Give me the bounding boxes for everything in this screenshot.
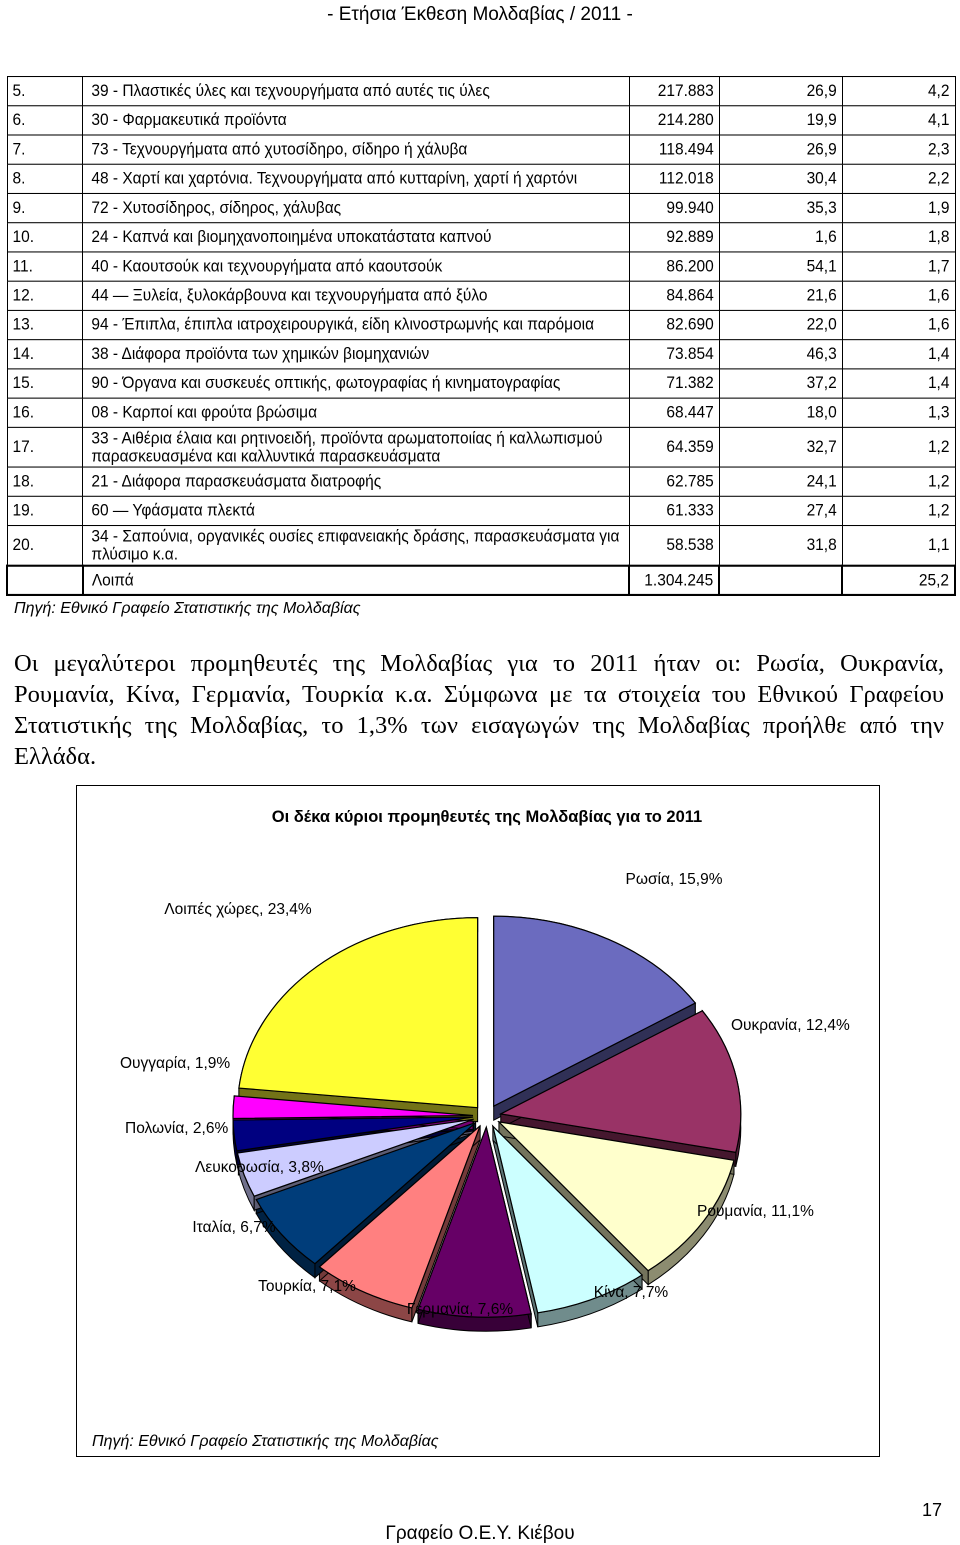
chart-title: Οι δέκα κύριοι προμηθευτές της Μολδαβίας για το 2011 — [271, 808, 703, 826]
pie-label: Τουρκία, 7,1% — [258, 1278, 356, 1295]
row-change: 30,4 — [719, 164, 842, 193]
row-share: 1,7 — [842, 252, 955, 281]
row-description: 33 - Αιθέρια έλαια και ρητινοειδή, προϊόντα αρωματοποιίας ή καλλωπισμού παρασκευασμένα και καλλυντικά παρασκευάσματα — [83, 427, 629, 467]
row-description: 48 - Χαρτί και χαρτόνια. Τεχνουργήματα από κυτταρίνη, χαρτί ή χαρτόνι — [83, 164, 629, 193]
table-row — [7, 340, 955, 369]
row-change: 37,2 — [719, 369, 842, 398]
row-number: 10. — [7, 223, 83, 252]
pie-label: Ρουμανία, 11,1% — [697, 1203, 814, 1220]
row-description: 60 — Υφάσματα πλεκτά — [83, 496, 629, 525]
pie-label: Ρωσία, 15,9% — [625, 871, 723, 888]
row-change: 1,6 — [719, 223, 842, 252]
row-share: 1,9 — [842, 193, 955, 222]
row-description: 34 - Σαπούνια, οργανικές ουσίες επιφανειακής δράσης, παρασκευάσματα για πλύσιμο κ.α. — [83, 526, 629, 566]
pie-chart — [77, 786, 881, 1458]
row-share: 1,1 — [842, 526, 955, 566]
row-share: 1,2 — [842, 427, 955, 467]
row-share: 1,3 — [842, 398, 955, 427]
row-description: 24 - Καπνά και βιομηχανοποιημένα υποκατάστατα καπνού — [83, 223, 629, 252]
table-row — [7, 427, 955, 467]
row-description: 39 - Πλαστικές ύλες και τεχνουργήματα από αυτές τις ύλες — [83, 77, 629, 106]
table-row — [7, 193, 955, 222]
row-change: 35,3 — [719, 193, 842, 222]
row-description: 30 - Φαρμακευτικά προϊόντα — [83, 106, 629, 135]
row-value: 86.200 — [629, 252, 719, 281]
pie-slice-Λοιπές χώρες — [239, 918, 478, 1108]
row-number: 7. — [7, 135, 83, 164]
page-number: 17 — [922, 1500, 943, 1520]
row-change: 26,9 — [719, 77, 842, 106]
row-share: 1,4 — [842, 340, 955, 369]
row-number: 11. — [7, 252, 83, 281]
table-row — [7, 77, 955, 106]
row-number: 13. — [7, 310, 83, 339]
table-row — [7, 106, 955, 135]
row-change: 31,8 — [719, 526, 842, 566]
row-value: 58.538 — [629, 526, 719, 566]
table-row — [7, 310, 955, 339]
row-value: 112.018 — [629, 164, 719, 193]
row-value: 73.854 — [629, 340, 719, 369]
row-share: 4,1 — [842, 106, 955, 135]
row-number: 8. — [7, 164, 83, 193]
total-share: 25,2 — [842, 566, 955, 595]
row-value: 68.447 — [629, 398, 719, 427]
row-value: 84.864 — [629, 281, 719, 310]
row-value: 99.940 — [629, 193, 719, 222]
row-share: 1,2 — [842, 467, 955, 496]
page-footer: Γραφείο Ο.Ε.Υ. Κιέβου — [385, 1523, 575, 1544]
page-header: - Ετήσια Έκθεση Μολδαβίας / 2011 - — [327, 4, 633, 25]
row-change: 19,9 — [719, 106, 842, 135]
row-number: 16. — [7, 398, 83, 427]
total-description: Λοιπά — [83, 566, 629, 595]
row-value: 62.785 — [629, 467, 719, 496]
pie-label: Γερμανία, 7,6% — [406, 1301, 514, 1318]
table-row — [7, 398, 955, 427]
row-share: 1,8 — [842, 223, 955, 252]
table-row — [7, 223, 955, 252]
row-number: 17. — [7, 427, 83, 467]
pie-label: Λευκορωσία, 3,8% — [195, 1159, 324, 1176]
row-number: 20. — [7, 526, 83, 566]
row-change: 18,0 — [719, 398, 842, 427]
row-share: 4,2 — [842, 77, 955, 106]
row-number: 19. — [7, 496, 83, 525]
row-description: 38 - Διάφορα προϊόντα των χημικών βιομηχανιών — [83, 340, 629, 369]
row-share: 1,6 — [842, 310, 955, 339]
table-row — [7, 467, 955, 496]
row-change: 54,1 — [719, 252, 842, 281]
row-value: 214.280 — [629, 106, 719, 135]
row-change: 22,0 — [719, 310, 842, 339]
row-change: 21,6 — [719, 281, 842, 310]
imports-table — [6, 76, 956, 596]
row-change: 27,4 — [719, 496, 842, 525]
total-value: 1.304.245 — [629, 566, 719, 595]
pie-label: Ιταλία, 6,7% — [192, 1219, 276, 1236]
row-change: 32,7 — [719, 427, 842, 467]
total-row — [7, 566, 955, 595]
table-source: Πηγή: Εθνικό Γραφείο Στατιστικής της Μολδαβίας — [14, 600, 361, 617]
row-description: 40 - Καουτσούκ και τεχνουργήματα από καουτσούκ — [83, 252, 629, 281]
table-row — [7, 135, 955, 164]
row-share: 1,4 — [842, 369, 955, 398]
row-number: 14. — [7, 340, 83, 369]
row-number: 6. — [7, 106, 83, 135]
row-share: 1,6 — [842, 281, 955, 310]
row-description: 73 - Τεχνουργήματα από χυτοσίδηρο, σίδηρο ή χάλυβα — [83, 135, 629, 164]
pie-label: Πολωνία, 2,6% — [125, 1120, 229, 1137]
pie-label: Λοιπές χώρες, 23,4% — [164, 901, 312, 918]
total-number — [7, 566, 83, 595]
chart-source: Πηγή: Εθνικό Γραφείο Στατιστικής της Μολδαβίας — [92, 1433, 439, 1450]
row-description: 72 - Χυτοσίδηρος, σίδηρος, χάλυβας — [83, 193, 629, 222]
row-value: 92.889 — [629, 223, 719, 252]
row-number: 15. — [7, 369, 83, 398]
row-change: 26,9 — [719, 135, 842, 164]
total-change — [719, 566, 842, 595]
row-value: 64.359 — [629, 427, 719, 467]
pie-label: Ουκρανία, 12,4% — [731, 1017, 850, 1034]
row-description: 90 - Όργανα και συσκευές οπτικής, φωτογραφίας ή κινηματογραφίας — [83, 369, 629, 398]
table-row — [7, 369, 955, 398]
row-value: 217.883 — [629, 77, 719, 106]
row-number: 18. — [7, 467, 83, 496]
row-value: 61.333 — [629, 496, 719, 525]
row-change: 24,1 — [719, 467, 842, 496]
row-description: 94 - Έπιπλα, έπιπλα ιατροχειρουργικά, είδη κλινοστρωμνής και παρόμοια — [83, 310, 629, 339]
row-share: 2,3 — [842, 135, 955, 164]
row-number: 9. — [7, 193, 83, 222]
row-share: 1,2 — [842, 496, 955, 525]
row-share: 2,2 — [842, 164, 955, 193]
pie-label: Κίνα, 7,7% — [593, 1284, 669, 1301]
row-description: 08 - Καρποί και φρούτα βρώσιμα — [83, 398, 629, 427]
row-description: 44 — Ξυλεία, ξυλοκάρβουνα και τεχνουργήματα από ξύλο — [83, 281, 629, 310]
row-value: 71.382 — [629, 369, 719, 398]
table-row — [7, 164, 955, 193]
body-paragraph: Οι μεγαλύτεροι προμηθευτές της Μολδαβίας για το 2011 ήταν οι: Ρωσία, Ουκρανία, Ρουμανία, Κίνα, Γερμανία, Τουρκία κ.α. Σύμφωνα με τα στοιχεία του Εθνικού Γραφείου Στατιστικής της Μολδαβίας, το 1,3% των εισαγωγών της Μολδαβίας προήλθε από την Ελλάδα. — [14, 650, 944, 770]
row-change: 46,3 — [719, 340, 842, 369]
table-row — [7, 281, 955, 310]
row-value: 82.690 — [629, 310, 719, 339]
row-description: 21 - Διάφορα παρασκευάσματα διατροφής — [83, 467, 629, 496]
row-value: 118.494 — [629, 135, 719, 164]
row-number: 5. — [7, 77, 83, 106]
table-row — [7, 526, 955, 566]
table-row — [7, 252, 955, 281]
table-row — [7, 496, 955, 525]
row-number: 12. — [7, 281, 83, 310]
pie-label: Ουγγαρία, 1,9% — [120, 1055, 231, 1072]
chart-frame — [76, 785, 880, 1457]
